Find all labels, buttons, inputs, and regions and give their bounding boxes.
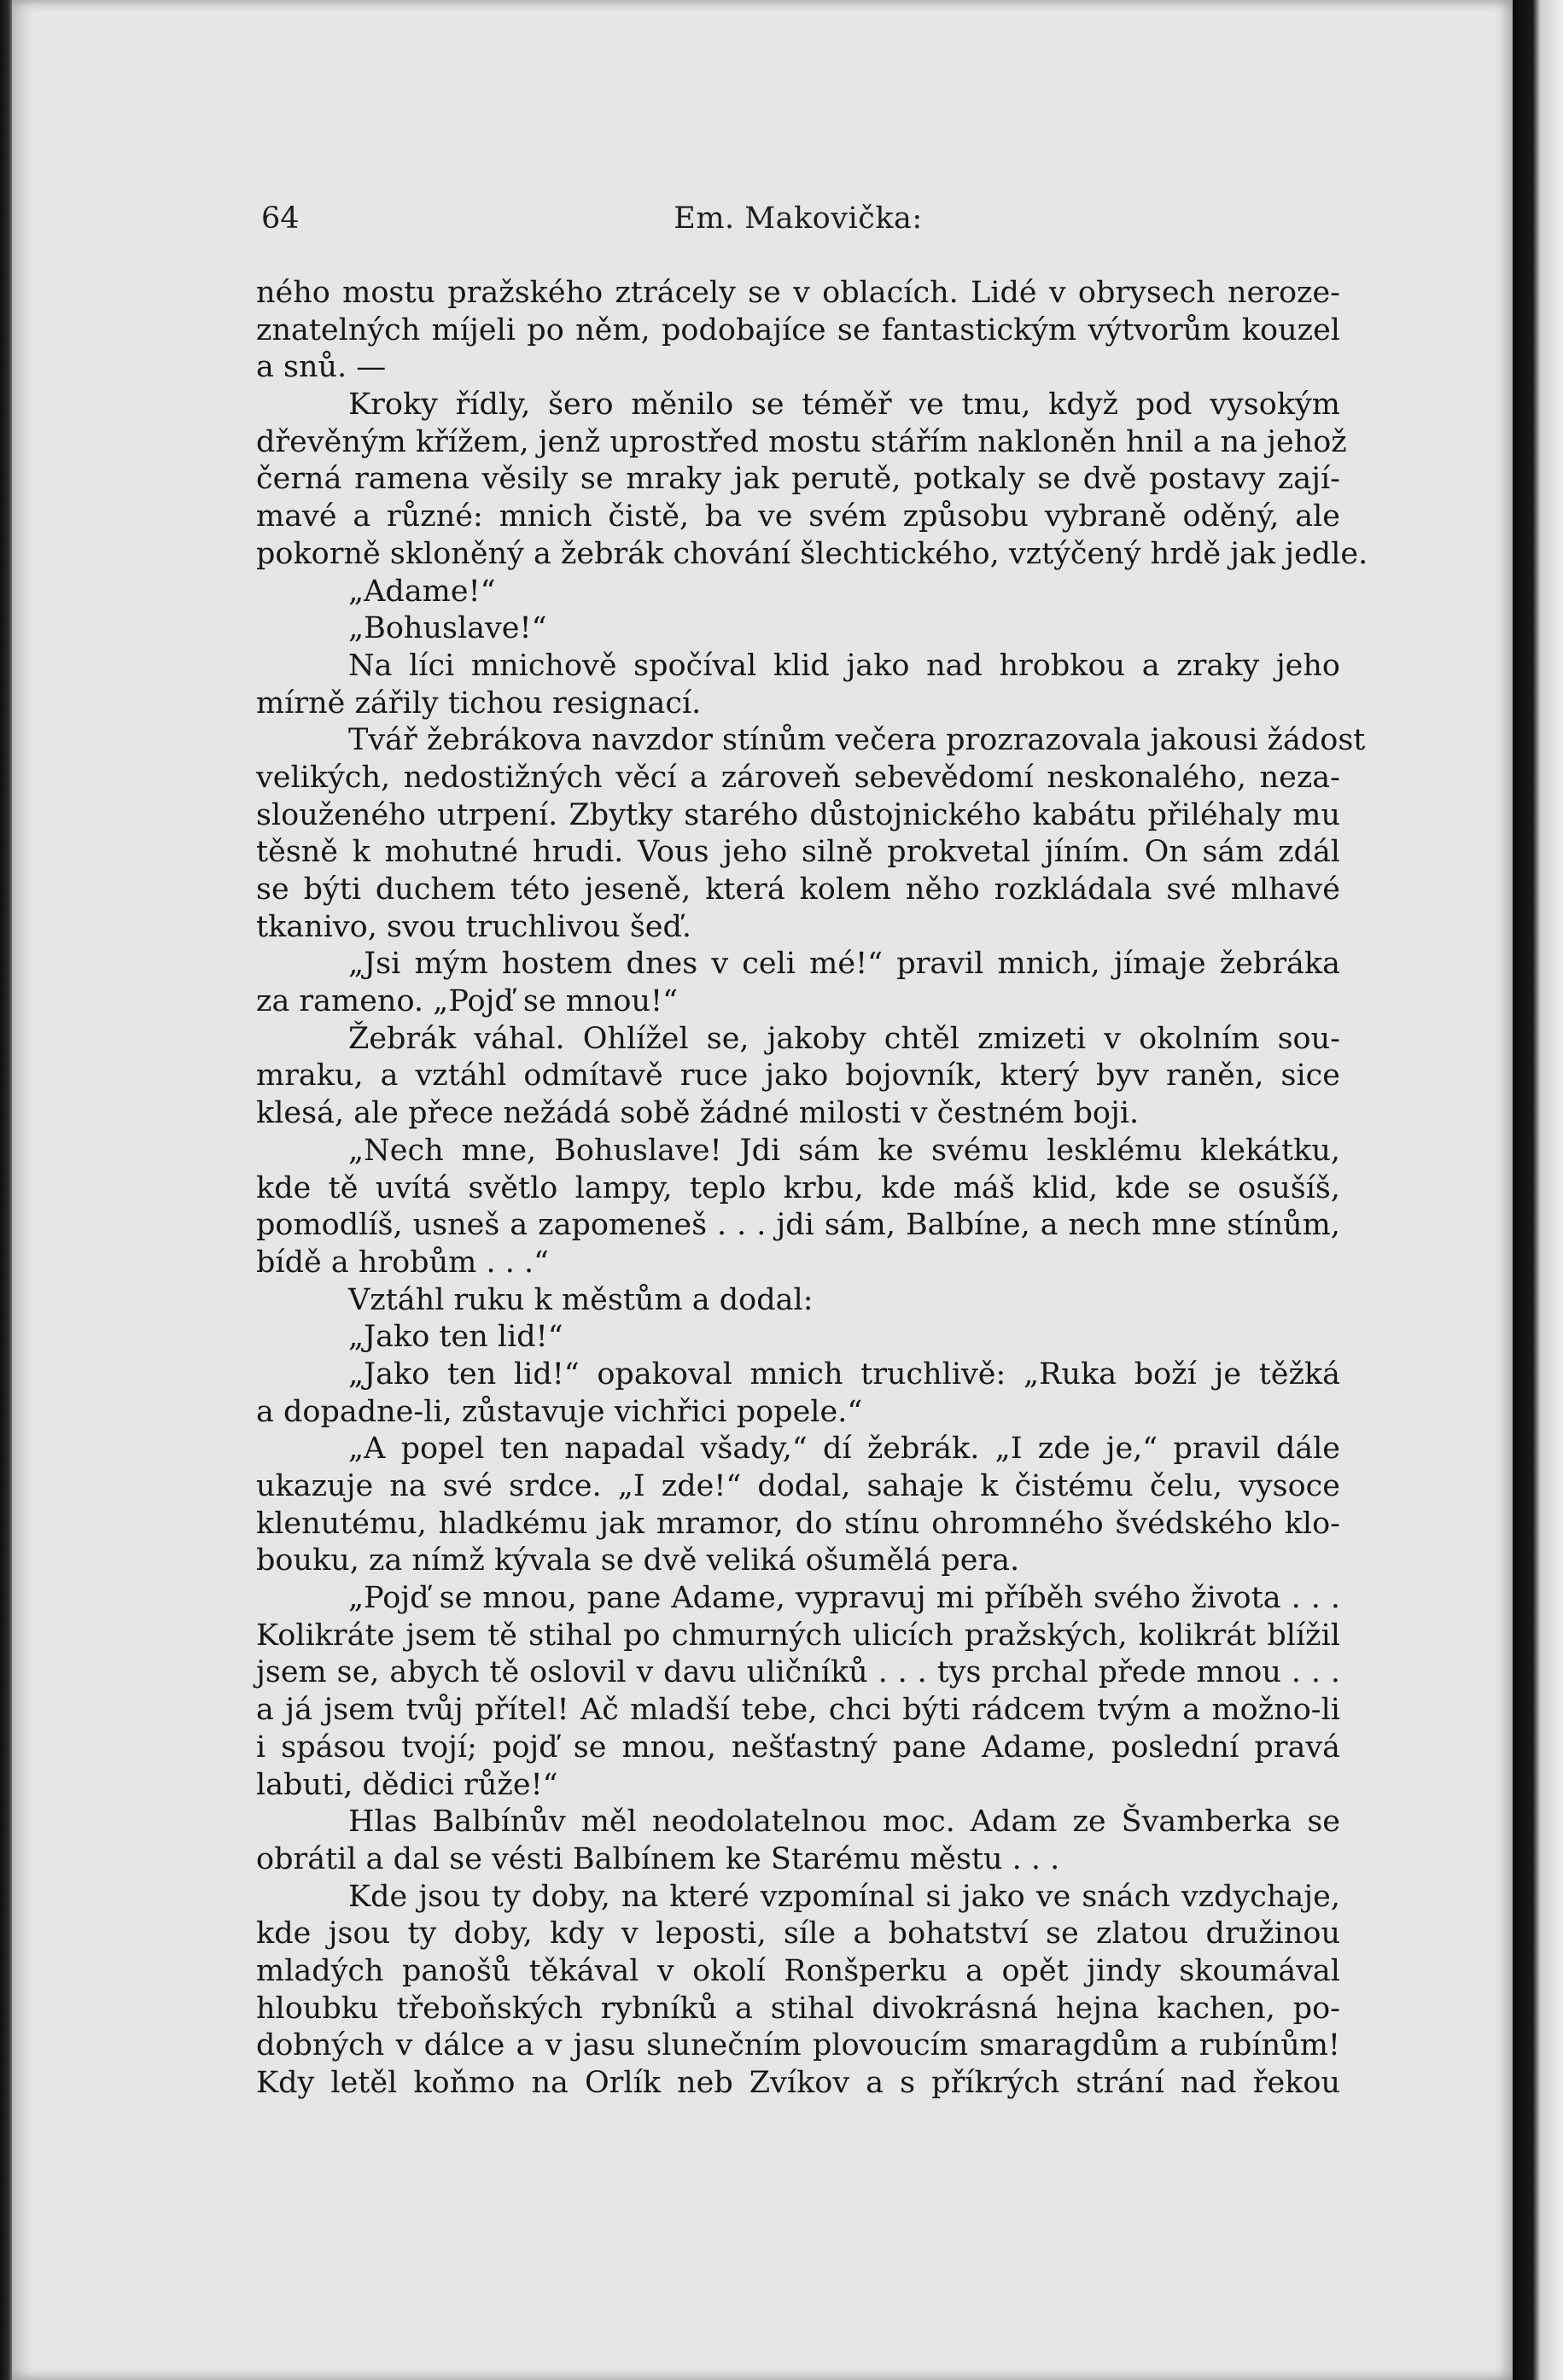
- text-line: „Adame!“: [348, 574, 496, 609]
- text-line: bouku, za nímž kývala se dvě veliká ošumělá pera.: [256, 1543, 1020, 1578]
- text-line: „Nech mne, Bohuslave! Jdi sám ke svému lesklému klekátku,: [348, 1133, 1340, 1168]
- text-line: mavé a různé: mnich čistě, ba ve svém způsobu vybraně oděný, ale: [256, 499, 1340, 534]
- text-line: a já jsem tvůj přítel! Ač mladší tebe, chci býti rádcem tvým a možno-li: [256, 1693, 1340, 1728]
- text-line: hloubku třeboňských rybníků a stihal divokrásná hejna kachen, po-: [256, 1991, 1340, 2026]
- text-line: mraku, a vztáhl odmítavě ruce jako bojovník, který byv raněn, sice: [256, 1059, 1340, 1094]
- text-line: kde jsou ty doby, kdy v leposti, síle a bohatství se zlatou družinou: [256, 1916, 1340, 1951]
- text-line: bídě a hrobům . . .“: [256, 1245, 549, 1280]
- text-line: pomodlíš, usneš a zapomeneš . . . jdi sám, Balbíne, a nech mne stínům,: [256, 1208, 1340, 1243]
- adjacent-page-edge: [1513, 0, 1563, 2380]
- text-line: těsně k mohutné hrudi. Vous jeho silně prokvetal jíním. On sám zdál: [256, 835, 1340, 870]
- text-line: Kroky řídly, šero měnilo se téměř ve tmu, když pod vysokým: [348, 388, 1340, 423]
- text-line: obrátil a dal se vésti Balbínem ke Starému městu . . .: [256, 1841, 1060, 1876]
- text-line: Tvář žebrákova navzdor stínům večera prozrazovala jakousi žádost: [348, 723, 1366, 758]
- text-line: pokorně skloněný a žebrák chování šlechtického, vztýčený hrdě jak jedle.: [256, 536, 1368, 571]
- book-page: [12, 0, 1513, 2380]
- text-line: Vztáhl ruku k městům a dodal:: [348, 1282, 814, 1317]
- text-line: velikých, nedostižných věcí a zároveň sebevědomí neskonalého, neza-: [256, 760, 1340, 795]
- text-line: dobných v dálce a v jasu slunečním plovoucím smaragdům a rubínům!: [256, 2028, 1340, 2063]
- text-line: dřevěným křížem, jenž uprostřed mostu stářím nakloněn hnil a na jehož: [256, 424, 1347, 459]
- text-line: a dopadne-li, zůstavuje vichřici popele.“: [256, 1394, 863, 1429]
- text-line: znatelných míjeli po něm, podobajíce se fantastickým výtvorům kouzel: [256, 312, 1340, 347]
- text-line: Hlas Balbínův měl neodolatelnou moc. Adam ze Švamberka se: [348, 1805, 1340, 1840]
- text-line: i spásou tvojí; pojď se mnou, nešťastný pane Adame, poslední pravá: [256, 1730, 1340, 1765]
- text-line: a snů. —: [256, 350, 387, 385]
- text-line: klenutému, hladkému jak mramor, do stínu ohromného švédského klo-: [256, 1506, 1340, 1541]
- text-line: ného mostu pražského ztrácely se v oblacích. Lidé v obrysech neroze-: [256, 276, 1340, 310]
- text-line: ukazuje na své srdce. „I zde!“ dodal, sahaje k čistému čelu, vysoce: [256, 1469, 1340, 1503]
- text-line: Kdy letěl koňmo na Orlík neb Zvíkov a s příkrých strání nad řekou: [256, 2066, 1340, 2100]
- running-head: [256, 193, 1340, 244]
- page-number: 64: [261, 201, 300, 236]
- text-line: „A popel ten napadal všady,“ dí žebrák. „I zde je,“ pravil dále: [348, 1432, 1340, 1467]
- running-title: Em. Makovička:: [674, 201, 923, 236]
- text-line: slouženého utrpení. Zbytky starého důstojnického kabátu přiléhaly mu: [256, 797, 1340, 832]
- text-line: mírně zářily tichou resignací.: [256, 685, 702, 720]
- text-line: Kolikráte jsem tě stihal po chmurných ulicích pražských, kolikrát blížil: [256, 1618, 1340, 1653]
- text-line: „Jako ten lid!“: [348, 1320, 563, 1355]
- text-line: klesá, ale přece nežádá sobě žádné milosti v čestném boji.: [256, 1096, 1140, 1131]
- text-line: „Jako ten lid!“ opakoval mnich truchlivě: „Ruka boží je těžká: [348, 1356, 1340, 1391]
- text-line: mladých panošů těkával v okolí Ronšperku a opět jindy skoumával: [256, 1953, 1340, 1988]
- text-line: za rameno. „Pojď se mnou!“: [256, 984, 678, 1019]
- text-line: „Bohuslave!“: [348, 611, 547, 646]
- text-line: kde tě uvítá světlo lampy, teplo krbu, kde máš klid, kde se osušíš,: [256, 1170, 1340, 1205]
- text-line: Na líci mnichově spočíval klid jako nad hrobkou a zraky jeho: [348, 648, 1340, 683]
- text-line: „Jsi mým hostem dnes v celi mé!“ pravil mnich, jímaje žebráka: [348, 947, 1340, 982]
- text-line: Kde jsou ty doby, na které vzpomínal si jako ve snách vzdychaje,: [348, 1879, 1340, 1914]
- text-line: „Pojď se mnou, pane Adame, vypravuj mi příběh svého života . . .: [348, 1581, 1340, 1616]
- text-line: černá ramena věsily se mraky jak perutě, potkaly se dvě postavy zají-: [256, 462, 1340, 497]
- body-text: [256, 275, 1368, 2103]
- text-line: labuti, dědici růže!“: [256, 1767, 558, 1802]
- text-line: se býti duchem této jeseně, která kolem něho rozkládala své mlhavé: [256, 872, 1340, 907]
- text-line: jsem se, abych tě oslovil v davu uličníků . . . tys prchal přede mnou . . .: [256, 1655, 1340, 1690]
- text-line: Žebrák váhal. Ohlížel se, jakoby chtěl zmizeti v okolním sou-: [348, 1021, 1340, 1056]
- text-line: tkanivo, svou truchlivou šeď.: [256, 909, 692, 944]
